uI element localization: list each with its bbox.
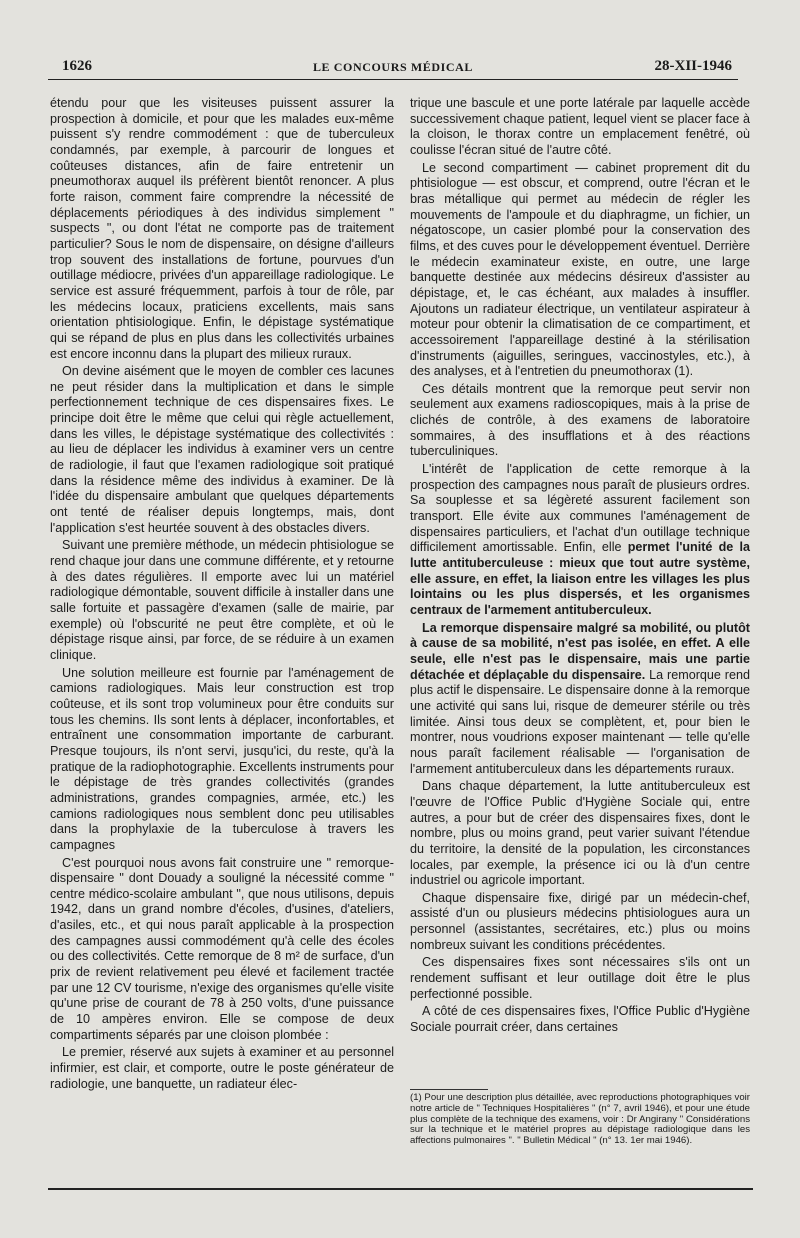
paragraph: Chaque dispensaire fixe, dirigé par un médecin-chef, assisté d'un ou plusieurs médecins phtisiologues aura un personnel (assistantes, secrétaires, etc.) plus ou moins nombreux suivant les conditions précédentes. (410, 890, 750, 952)
paragraph (410, 621, 750, 778)
paragraph: Ces dispensaires fixes sont nécessaires s'ils ont un rendement suffisant et leur outillage doit être le plus perfectionné possible. (410, 955, 750, 1001)
paragraph: C'est pourquoi nous avons fait construire une " remorque-dispensaire " dont Douady a souligné la nécessité comme " centre médico-scolaire ambulant ", que nous utilisons, depuis 1942, dans un grand nombre d'écoles, d'usines, d'ateliers, d'asiles, etc., et qui nous paraît applicable à la prospection des campagnes aussi commodément qu'à celle des écoles ou des collectivités. Cette remorque de 8 m² de surface, d'un prix de revient relativement peu élevé et facilement tractée par une 12 CV tourisme, n'exige des organismes qu'elle visite qu'une prise de courant de 78 à 250 volts, d'une puissance de 10 ampères environ. Elle se compose de deux compartiments séparés par une cloison plombée : (50, 855, 394, 1042)
paragraph: Dans chaque département, la lutte antituberculeux est l'œuvre de l'Office Public d'Hygiène Sociale qui, entre autres, a pour but de créer des dispensaires fixes, dont le nombre, plus ou moins grand, peut varier suivant l'étendue du territoire, la densité de la population, les circonstances locales, par exemple, la présence ici ou là d'un centre industriel ou agricole important. (410, 779, 750, 888)
footnote-rule (410, 1089, 488, 1090)
paragraph-text: La remorque rend plus actif le dispensaire. Le dispensaire donne à la remorque une activité qui sans lui, risque de demeurer stérile ou très limitée. Ainsi tous deux se complètent, et, pour bien le montrer, nous voudrions exposer maintenant — telle qu'elle nous paraît facilement réalisable — l'organisation de l'armement antituberculeux dans les départements ruraux. (410, 667, 750, 776)
page-number: 1626 (62, 58, 92, 74)
paragraph: On devine aisément que le moyen de combler ces lacunes ne peut résider dans la multiplication et dans le simple perfectionnement technique de ces dispensaires fixes. Le principe doit être le même que celui qui règle actuellement, dans les villes, le dépistage systématique des collectivités : au lieu de déplacer les individus à examiner vers un centre de radiologie, il faut que l'examen radiologique soit pratiqué dans la résidence même des individus à examiner. De là l'idée du dispensaire ambulant que quelques départements ont tenté de réaliser depuis longtemps, mais, dont l'application s'est heurtée souvent à des obstacles divers. (50, 364, 394, 535)
paragraph: A côté de ces dispensaires fixes, l'Office Public d'Hygiène Sociale pourrait créer, dans certaines (410, 1004, 750, 1035)
footnote: (1) Pour une description plus détaillée, avec reproductions photographiques voir notre article de " Techniques Hospitalières " (n° 7, avril 1946), et pour une étude plus complète de la technique des examens, voir : Dr Angirany " Considérations sur la technique et le matériel propres au dépistage radiologique dans les affections pulmonaires ". " Bulletin Médical " (n° 13. 1er mai 1946). (410, 1092, 750, 1147)
paragraph: Le premier, réservé aux sujets à examiner et au personnel infirmier, est clair, et comporte, outre le poste générateur de radiologie, une banquette, un radiateur élec- (50, 1045, 394, 1091)
right-column (410, 96, 750, 1038)
paragraph: Le second compartiment — cabinet proprement dit du phtisiologue — est obscur, et comprend, outre l'écran et le bras métallique qui permet au médecin de régler les mouvements de l'ampoule et du diaphragme, un fichier, un négatoscope, un casier plombé pour la conservation des films, et des cuves pour le développement éventuel. Derrière le médecin examinateur existe, en outre, une large banquette destinée aux médecins désireux d'assister au dépistage, et, le cas échéant, aux malades à insuffler. Ajoutons un radiateur électrique, un ventilateur aspirateur à moteur pour obtenir la climatisation de ce compartiment, et accessoirement l'appareillage destiné à la stérilisation d'instruments (aiguilles, seringues, vaccinostyles, etc.), à des analyses, et à l'entretien du pneumothorax (1). (410, 160, 750, 379)
paragraph (410, 462, 750, 619)
paragraph: étendu pour que les visiteuses puissent assurer la prospection à domicile, et pour que les malades eux-même puissent s'y rendre commodément : que de tuberculeux condamnés, par exemple, à parcourir de longues et coûteuses distances, afin de faire entretenir un pneumothorax auquel ils préfèrent bientôt renoncer. A plus forte raison, comment faire comprendre la nécessité de déplacements périodiques à des individus simplement " suspects ", ou dont l'état ne comporte pas de traitement particulier? Sous le nom de dispensaire, on désigne d'ailleurs trop souvent des installations de fortune, pourvues d'un outillage médiocre, privées d'un appareillage radiologique. Le service est assuré fréquemment, parfois à tour de rôle, par les médecins locaux, praticiens excellents, mais sans orientation phtisiologique. Enfin, le dépistage systématique qui se répand de plus en plus dans les collectivités urbaines est encore inconnu dans la plupart des milieux ruraux. (50, 96, 394, 361)
paragraph: Une solution meilleure est fournie par l'aménagement de camions radiologiques. Mais leur construction est trop coûteuse, et ils sont trop volumineux pour être conduits sur tous les chemins. Ils sont lents à déplacer, inconfortables, et entraînent une consommation importante de carburant. Presque toujours, ils n'ont servi, jusqu'ici, du reste, qu'à la pratique de la radiophotographie. Excellents instruments pour le dépistage de très grandes collectivités (grandes administrations, grandes compagnies, armée, etc.) les camions radiologiques nous semblent donc peu utilisables dans la prophylaxie de la tuberculose à travers les campagnes (50, 665, 394, 852)
bold-text: permet l'unité de la lutte antituberculeuse : mieux que tout autre système, elle assure, en effet, la liaison entre les villages les plus lointains ou les plus dispersés, et les organismes centraux de l'armement antituberculeux. (410, 540, 750, 617)
paragraph-text: L'intérêt de l'application de cette remorque à la prospection des campagnes nous paraît de plusieurs ordres. Sa souplesse et sa légèreté assurent facilement son transport. Elle évite aux communes l'aménagement de dispensaires particuliers, et l'achat d'un outillage technique difficilement amortissable. Enfin, elle (410, 462, 750, 555)
paragraph: Suivant une première méthode, un médecin phtisiologue se rend chaque jour dans une commune différente, et y retourne à des dates régulières. Il emporte avec lui un matériel radiologique démontable, souvent difficile à installer dans une salle fortuite et passagère d'examen (salle de mairie, par exemple) où l'obscurité ne peut être complète, et où le dépistage risque ainsi, par force, de se réduire à un examen clinique. (50, 538, 394, 662)
paragraph: trique une bascule et une porte latérale par laquelle accède successivement chaque patient, lequel vient se placer face à la cloison, le thorax contre un emplacement fenêtré, où coulisse l'écran situé de l'autre côté. (410, 96, 750, 157)
header-rule (48, 79, 738, 80)
bold-text: La remorque dispensaire malgré sa mobilité, ou plutôt à cause de sa mobilité, n'est pas isolée, en effet. A elle seule, elle n'est pas le dispensaire, mais une partie détachée et déplaçable du dispensaire. (410, 620, 750, 682)
issue-date: 28-XII-1946 (654, 58, 732, 74)
journal-title: LE CONCOURS MÉDICAL (312, 60, 474, 74)
left-column (50, 96, 394, 1094)
bottom-rule (48, 1188, 753, 1190)
paragraph: Ces détails montrent que la remorque peut servir non seulement aux examens radioscopiques, mais à la prise de clichés de contrôle, à des examens de laboratoire sommaires, à des insufflations et à des réactions tuberculiniques. (410, 381, 750, 459)
page-header (48, 58, 738, 80)
